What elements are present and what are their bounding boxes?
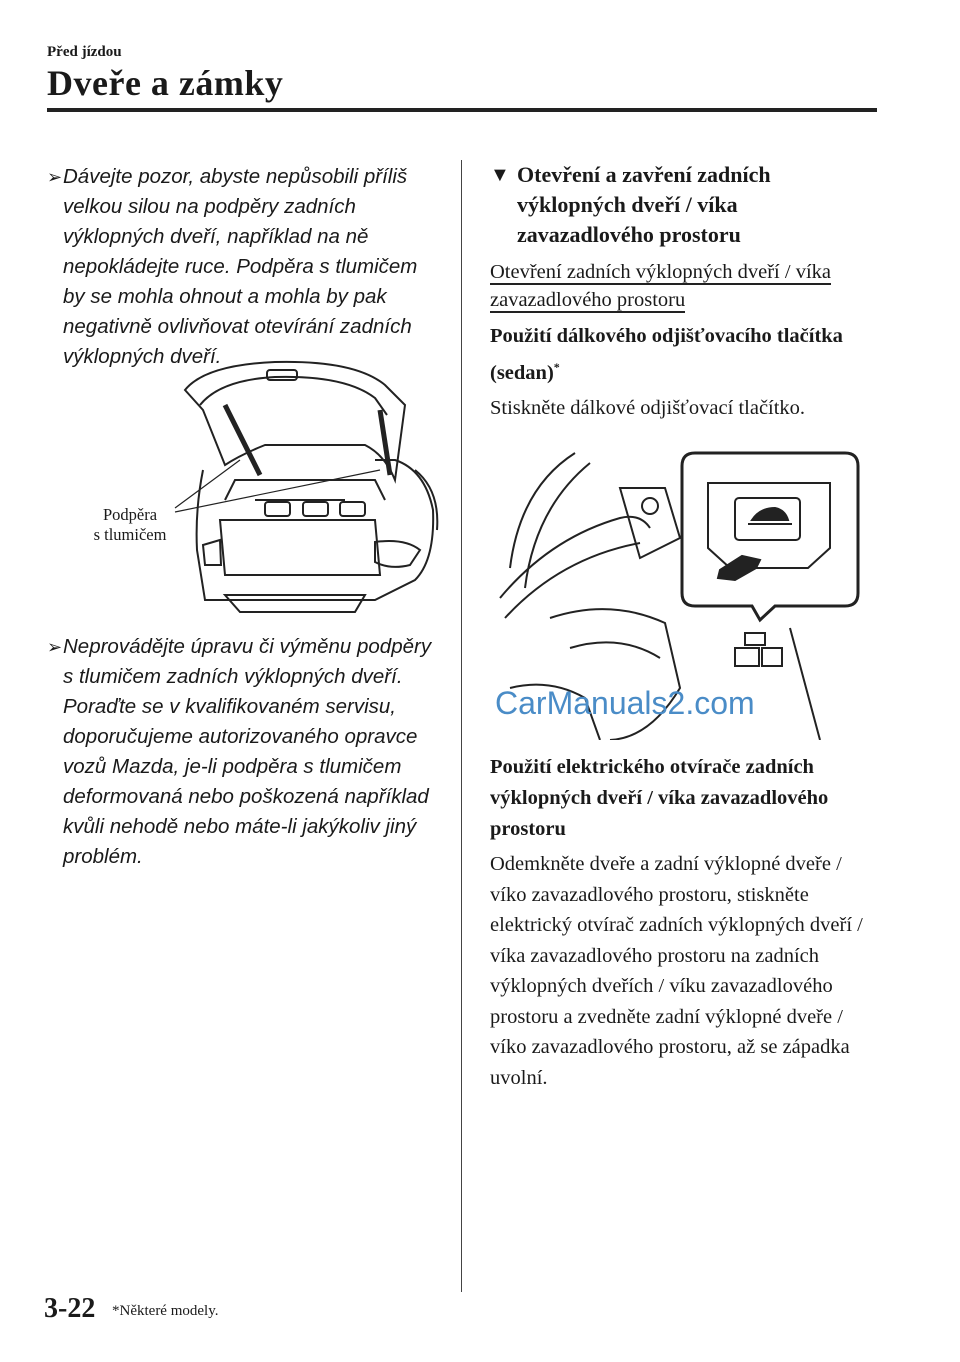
arrow-bullet-icon: ➢ (47, 637, 63, 657)
page-title: Dveře a zámky (47, 63, 284, 103)
damper-stay-label-line1: Podpěra (102, 505, 158, 524)
remote-release-body: Stiskněte dálkové odjišťovací tlačítko. (490, 397, 806, 419)
damper-stay-label-line2: s tlumičem (93, 525, 167, 544)
hatchback-open-tailgate-illustration (75, 360, 445, 628)
tailgate-figure (75, 360, 445, 628)
remote-release-figure (490, 448, 865, 740)
subheading-text: Otevření zadních výklopných dveří / víka zavazadlového prostoru (490, 261, 831, 311)
arrow-bullet-icon: ➢ (47, 167, 63, 187)
footnote-asterisk: * (553, 360, 560, 374)
section-kicker: Před jízdou (47, 44, 122, 60)
caution-note-2 (47, 632, 442, 872)
caution-2-text: Neprovádějte úpravu či výměnu podpěry s tlumičem zadních výklopných dveří. Poraďte se v kvalifikovaném servisu, doporučujeme autorizovaného opravce vozů Mazda, je-li podpěra s tlumičem deformovaná nebo poškozená například kvůli nehodě nebo máte-li jakýkoliv jiný problém. (63, 635, 432, 868)
footnote: *Některé modely. (112, 1303, 219, 1319)
section-heading-text: Otevření a zavření zadních výklopných dveří / víka zavazadlového prostoru (517, 162, 771, 247)
electric-opener-title: Použití elektrického otvírače zadních výklopných dveří / víka zavazadlového prostoru (490, 756, 829, 840)
column-divider (461, 160, 462, 1292)
triangle-down-icon: ▼ (490, 164, 510, 186)
damper-stay-label (80, 505, 180, 545)
section-heading (490, 160, 870, 250)
page-number: 3-22 (44, 1293, 96, 1324)
remote-release-title (490, 321, 880, 389)
caution-note-1 (47, 162, 442, 372)
caution-1-text: Dávejte pozor, abyste nepůsobili příliš velkou silou na podpěry zadních výklopných dveří, například na ně nepokládejte ruce. Podpěra s tlumičem by se mohla ohnout a mohla by pak negativně ovlivňovat otevírání zadních výklopných dveří. (63, 165, 418, 368)
watermark-text: CarManuals2.com (495, 685, 755, 721)
electric-opener-body: Odemkněte dveře a zadní výklopné dveře / víko zavazadlového prostoru, stiskněte elektrický otvírač zadních výklopných dveří / víka zavazadlového prostoru na zadních výklopných dveřích / víku zavazadlového prostoru a zvedněte zadní výklopné dveře / víko zavazadlového prostoru, až se západka uvolní. (490, 853, 863, 1089)
remote-release-title-text: Použití dálkového odjišťovacího tlačítka (sedan) (490, 325, 843, 384)
title-rule (47, 108, 877, 112)
subheading (490, 258, 850, 314)
